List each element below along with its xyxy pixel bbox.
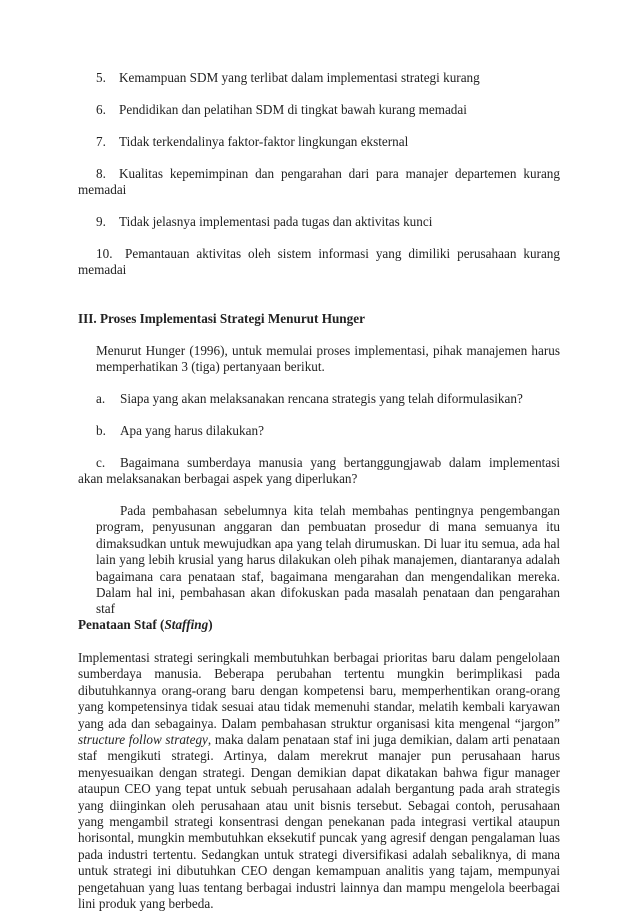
list-number: 10. — [96, 246, 113, 261]
list-item-7 — [78, 134, 560, 150]
list-number: 8. — [96, 166, 106, 181]
question-text: Bagaimana sumberdaya manusia yang bertanggungjawab dalam implementasi akan melaksanakan berbagai aspek yang diperlukan? — [78, 455, 560, 487]
list-number: 7. — [96, 134, 106, 149]
staffing-text-part2: , maka dalam penataan staf ini juga demikian, dalam arti penataan staf mengikuti strategi. Artinya, dalam merekrut manajer pun perusahaan harus menyesuaikan dengan strategi. Dengan demikian dapat dikatakan bahwa figur manager ataupun CEO yang tepat untuk sebuah perusahaan adalah bergantung pada arah strategis yang diinginkan oleh perusahaan atau unit bisnis tersebut. Sebagai contoh, perusahaan yang mengambil strategi konsentrasi dengan penekanan pada integrasi vertikal ataupun horisontal, mungkin membutuhkan eksekutif puncak yang agresif dengan pengalaman luas pada industri tertentu. Sedangkan untuk strategi diversifikasi adalah sebaliknya, di mana untuk strategi ini dibutuhkan CEO dengan kemampuan analitis yang tajam, mempunyai pengetahuan yang luas tentang berbagai industri lainnya dan mampu mengelola beerbagai lini produk yang berbeda. — [78, 732, 560, 912]
list-text: Kualitas kepemimpinan dan pengarahan dari para manajer departemen kurang memadai — [78, 166, 560, 198]
list-number: 9. — [96, 214, 106, 229]
list-item-10 — [78, 246, 560, 279]
question-text: Siapa yang akan melaksanakan rencana strategis yang telah diformulasikan? — [120, 391, 523, 406]
staffing-heading-prefix: Penataan Staf ( — [78, 617, 165, 632]
staffing-heading-suffix: ) — [208, 617, 213, 632]
list-text: Pendidikan dan pelatihan SDM di tingkat bawah kurang memadai — [119, 102, 467, 117]
list-text: Pemantauan aktivitas oleh sistem informasi yang dimiliki perusahaan kurang memadai — [78, 246, 560, 278]
question-b — [96, 423, 264, 439]
section-intro: Menurut Hunger (1996), untuk memulai proses implementasi, pihak manajemen harus memperhatikan 3 (tiga) pertanyaan berikut. — [96, 343, 560, 375]
list-text: Tidak jelasnya implementasi pada tugas dan aktivitas kunci — [119, 214, 433, 229]
list-item-8 — [78, 166, 560, 199]
question-letter: a. — [96, 391, 106, 406]
list-item-6 — [78, 102, 560, 118]
discussion-paragraph: Pada pembahasan sebelumnya kita telah membahas pentingnya pengembangan program, penyusunan anggaran dan pembuatan prosedur di mana semuanya itu dimaksudkan untuk mewujudkan apa yang telah dirumuskan. Di luar itu semua, ada hal lain yang lebih krusial yang harus dilakukan oleh pihak manajemen, diantaranya adalah bagaimana cara penataan staf, bagaimana mengarahan dan mengendalikan mereka. Dalam hal ini, pembahasan akan difokuskan pada masalah penataan dan pengarahan staf — [96, 503, 560, 617]
question-letter: c. — [96, 455, 106, 470]
staffing-paragraph — [78, 650, 560, 913]
staffing-text-italic: structure follow strategy — [78, 732, 208, 748]
question-a — [96, 391, 523, 407]
list-item-9 — [78, 214, 560, 230]
staffing-heading-italic: Staffing — [164, 617, 209, 632]
question-c — [78, 455, 560, 488]
list-item-5 — [78, 70, 560, 86]
staffing-text-part1: Implementasi strategi seringkali membutuhkan berbagai prioritas baru dalam pengelolaan sumberdaya manusia. Beberapa perubahan tertentu mungkin berimplikasi pada dibutuhkannya orang-orang baru dengan kompetensi baru, memperhentikan orang-orang yang kompetensinya tidak sesuai atau tidak memenuhi standar, melatih kembali karyawan yang ada dan sebagainya. Dalam pembahasan struktur organisasi kita mengenal “jargon” — [78, 650, 560, 731]
question-letter: b. — [96, 423, 106, 438]
section-heading: III. Proses Implementasi Strategi Menurut Hunger — [78, 311, 365, 326]
question-text: Apa yang harus dilakukan? — [120, 423, 264, 438]
list-text: Kemampuan SDM yang terlibat dalam implementasi strategi kurang — [119, 70, 480, 85]
staffing-heading — [78, 617, 213, 633]
list-number: 6. — [96, 102, 106, 117]
list-number: 5. — [96, 70, 106, 85]
list-text: Tidak terkendalinya faktor-faktor lingkungan eksternal — [119, 134, 409, 149]
